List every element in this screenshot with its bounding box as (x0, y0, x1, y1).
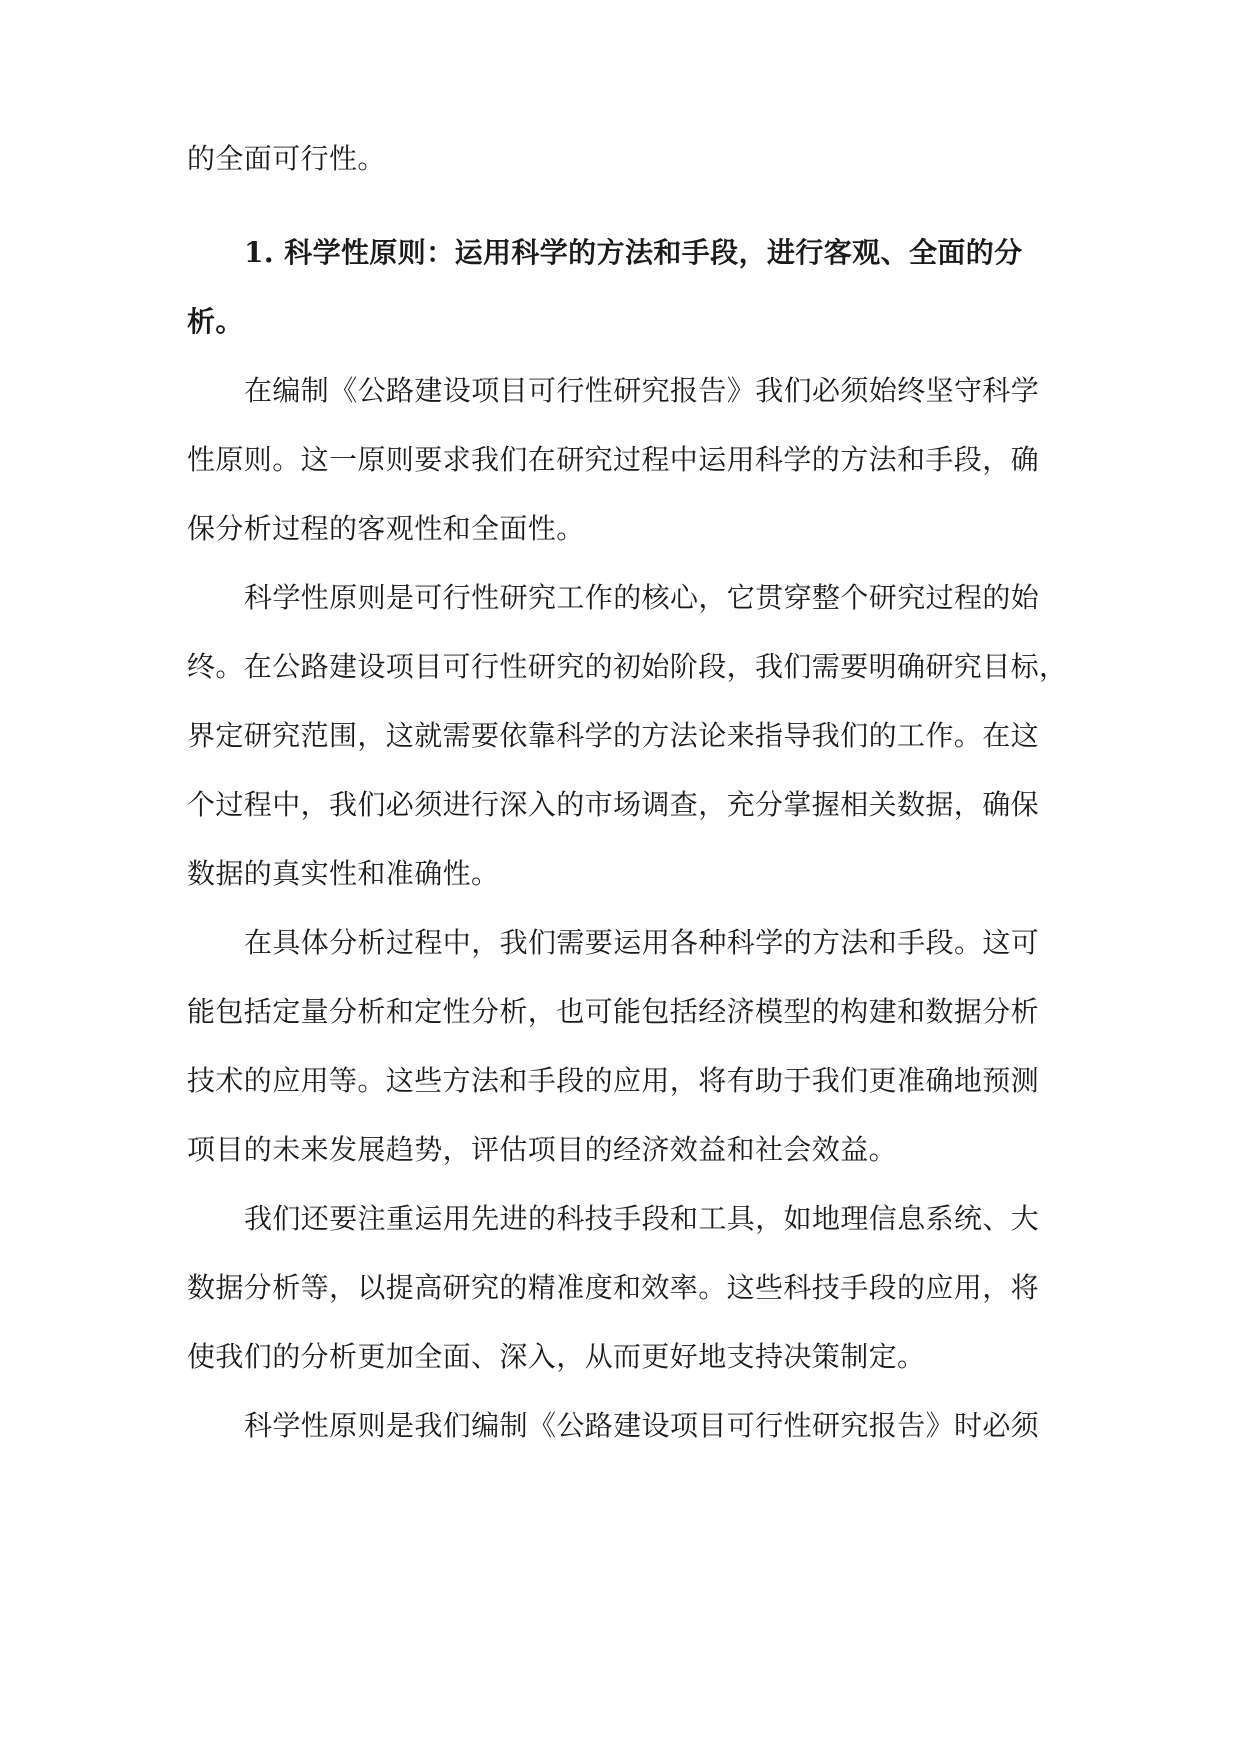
paragraph-line: 科学性原则是可行性研究工作的核心，它贯穿整个研究过程的始 (244, 581, 1040, 614)
paragraph-line: 科学性原则是我们编制《公路建设项目可行性研究报告》时必须 (244, 1409, 1040, 1442)
paragraph-line: 技术的应用等。这些方法和手段的应用，将有助于我们更准确地预测 (187, 1064, 1040, 1097)
paragraph-line: 终。在公路建设项目可行性研究的初始阶段，我们需要明确研究目标， (187, 650, 1068, 683)
paragraph-line: 项目的未来发展趋势，评估项目的经济效益和社会效益。 (187, 1133, 898, 1166)
paragraph-line: 我们还要注重运用先进的科技手段和工具，如地理信息系统、大 (244, 1202, 1040, 1235)
paragraph-line: 能包括定量分析和定性分析，也可能包括经济模型的构建和数据分析 (187, 995, 1040, 1028)
paragraph-line: 在具体分析过程中，我们需要运用各种科学的方法和手段。这可 (244, 926, 1040, 959)
text-line: 的全面可行性。 (187, 142, 386, 175)
paragraph-line: 在编制《公路建设项目可行性研究报告》我们必须始终坚守科学 (244, 374, 1040, 407)
paragraph-line: 个过程中，我们必须进行深入的市场调查，充分掌握相关数据，确保 (187, 788, 1040, 821)
heading-line: 1. 科学性原则：运用科学的方法和手段，进行客观、全面的分 (244, 236, 1023, 269)
paragraph-line: 保分析过程的客观性和全面性。 (187, 512, 585, 545)
paragraph-line: 界定研究范围，这就需要依靠科学的方法论来指导我们的工作。在这 (187, 719, 1040, 752)
paragraph-line: 数据分析等，以提高研究的精准度和效率。这些科技手段的应用，将 (187, 1271, 1040, 1304)
paragraph-line: 使我们的分析更加全面、深入，从而更好地支持决策制定。 (187, 1340, 926, 1373)
paragraph-line: 数据的真实性和准确性。 (187, 857, 500, 890)
heading-line: 析。 (187, 305, 244, 338)
paragraph-line: 性原则。这一原则要求我们在研究过程中运用科学的方法和手段，确 (187, 443, 1040, 476)
